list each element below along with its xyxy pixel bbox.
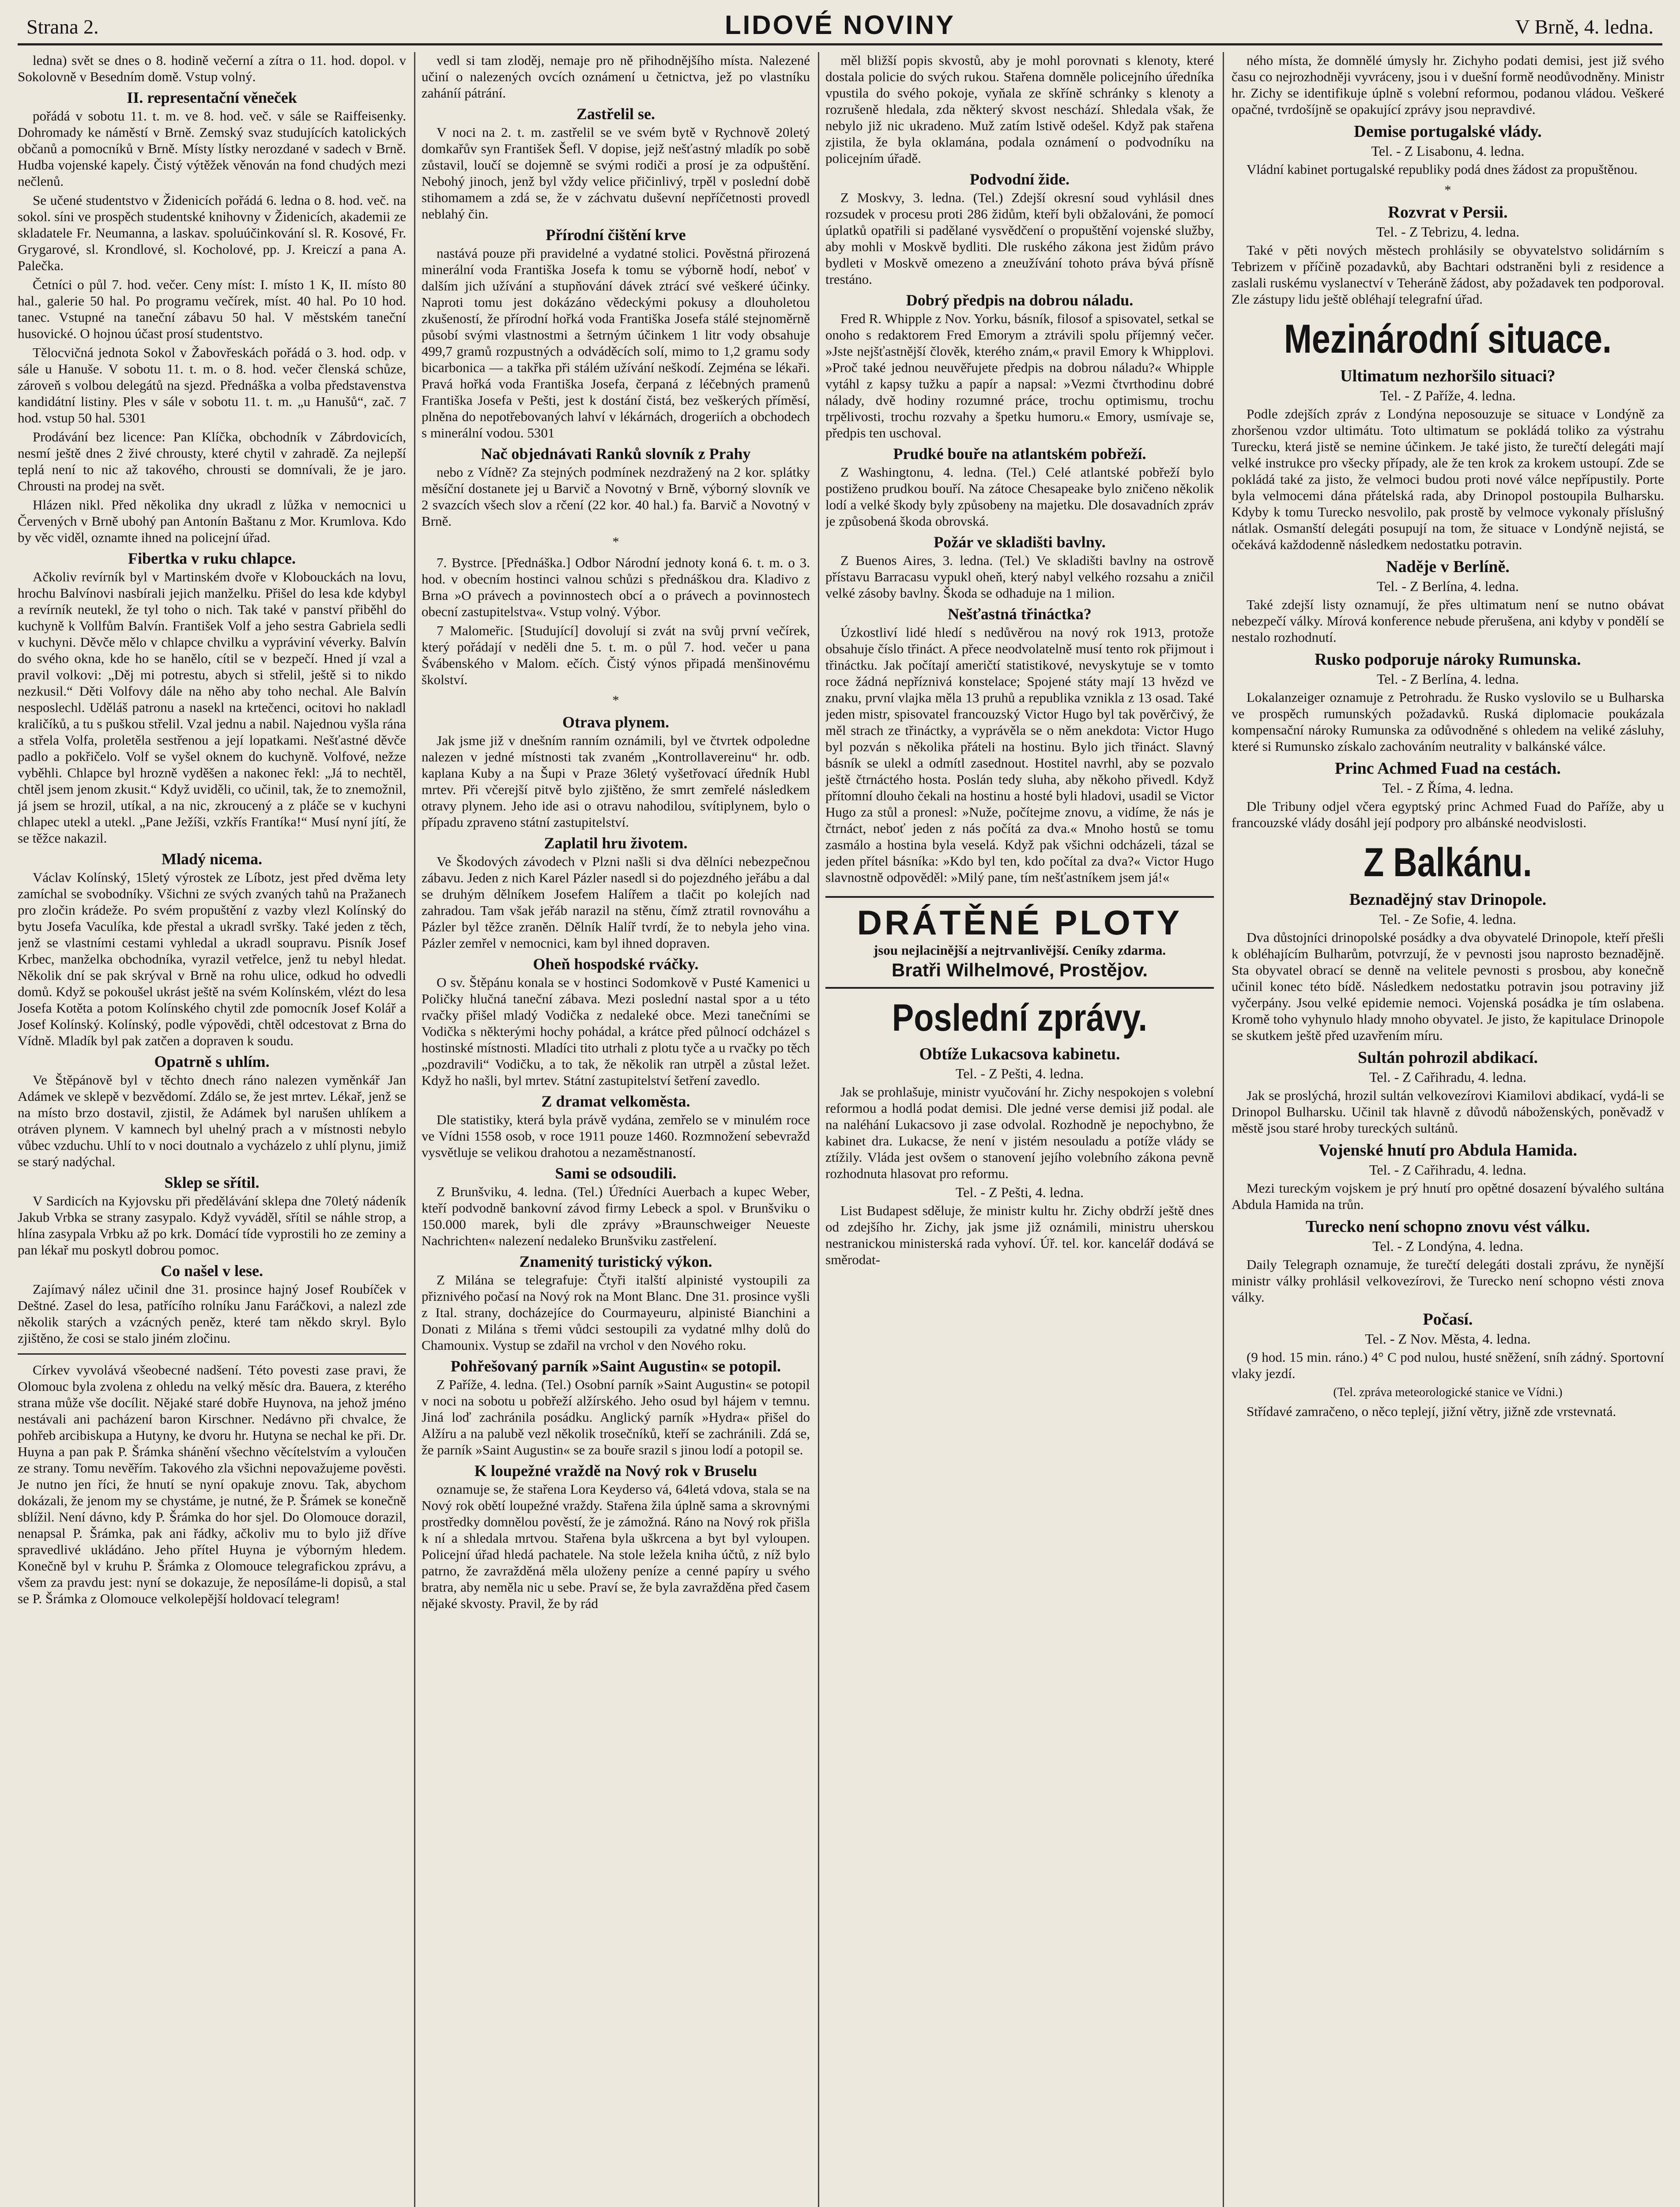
dateline: Tel. - Z Lisabonu, 4. ledna.	[1371, 143, 1525, 159]
article-heading: Prudké bouře na atlantském pobřeží.	[893, 445, 1146, 463]
article-text: Ve Štěpánově byl v těchto dnech ráno nalezen vyměnkář Jan Adámek ve sklepě v bezvědomí. Zdálo se, že jest mrtev. Lékař, jenž se na místo brzo dostavil, zjistil, že Adámek byl narušen uhlíkem a otráven plynem. V kamnech byl uhelný prach a v místnosti nebylo vůbec vzduchu. Uhlí to v noci doutnalo a vycházelo z uhlí plynu, jimiž se starý nadýchal.	[18, 1072, 406, 1169]
article-text: Úzkostliví lidé hledí s nedůvěrou na nový rok 1913, protože obsahuje číslo třináct. A přece neodvolatelně musí tento rok přijmout i třináctku. Jak počítají američtí statistikové, nevyskytuje se v tomto roce žádná nepříznivá konstelace; Spojené státy mají 13 hvězd ve znaku, první vlajka měla 13 pruhů a republika vznikla z 13 osad. Také jeden mistr, spisovatel francouzský Victor Hugo byl tak pověrčivý, že měl strach ze třináctky, a vyprávěla se o něm anekdota: Victor Hugo byl pozván s několika přáteli na hostinu. Bylo jich třináct. Slavný básník se ulekl a odmítl zasednout. Hostitel navrhl, aby se pozvalo ještě čtrnáctého hosta. Poslán tedy sluha, aby někoho přivedl. Když přítomní dlouho čekali na hostinu a hosté byli hladovi, usadil se Victor Hugo za stůl a pronesl: »Nuže, počítejme znovu, a vidíme, že nás je čtrnáct, neboť jeden z nás počítá za dva.« Mnoho hostů se tomu zasmálo a hostina byla veselá. Když pak všichni odcházeli, tázal se jeden přítel básníka: »Kdo byl ten, kdo počítal za dva?« Victor Hugo slavnostně odpověděl: »Milý pane, tím nešťastníkem jsem já!«	[825, 625, 1214, 885]
article-heading: Podvodní žide.	[969, 170, 1070, 188]
article-heading: Rusko podporuje nároky Rumunska.	[1315, 650, 1581, 669]
article-text: 7. Bystrce. [Přednáška.] Odbor Národní jednoty koná 6. t. m. o 3. hod. v obecním hostinci valnou schůzi s přednáškou dra. Kladivo z Brna »O právech a povinnostech obcí a o právech a povinnostech obecní zastupitelstva«. Vstup volný. Výbor.	[422, 555, 810, 619]
latest-news-heading: Poslední zprávy.	[892, 997, 1148, 1039]
page-number: Strana 2.	[26, 15, 99, 38]
separator-mark: *	[1444, 183, 1451, 197]
article-heading: II. representační věneček	[127, 89, 297, 106]
article-heading: Ultimatum nezhoršilo situaci?	[1340, 367, 1556, 385]
section-rule	[18, 1353, 406, 1355]
article-heading: Sultán pohrozil abdikací.	[1358, 1048, 1538, 1067]
article-text: Dva důstojníci drinopolské posádky a dva obyvatelé Drinopole, kteří přešli k obléhajícím Bulharům, potvrzují, že v pevnosti jsou naprosto beznadějně. Sta obyvatel obrací se denně na velitele pevnosti s prosbou, aby konečně učinil konec této bídě. Následkem nedostatku potravin jsou potraviny již vyčerpány. Jsou velké epidemie nemoci. Vojenská posádka je tím oslabena. Kromě toho vyhynulo hlady mnoho obyvatel. Je jisto, že kapitulace Drinopole se skutkem ještě před uzavřením míru.	[1232, 930, 1664, 1043]
article-text: List Budapest sděluje, že ministr kultu hr. Zichy obdrží ještě dnes od zdejšího hr. Zichy, jak jsme již oznámili, ministru uherskou nestranickou ministerská rada vyhoví. Úř. tel. kor. kancelář dodává se směrodat-	[825, 1203, 1214, 1267]
article-text: Fred R. Whipple z Nov. Yorku, básník, filosof a spisovatel, setkal se onoho s redaktorem Fred Emorym a ztrávili spolu příjemný večer. »Jste nejšťastnější člověk, kterého znám,« pravil Emory k Whipplovi. »Proč také jednou neuvěřujete předpis na dobrou náladu?« Whipple vytáhl z kapsy tužku a papír a napsal: »Vezmi čtvrthodinu dobré nálady, dvě hodiny rozumné práce, trochu optimismu, trochu trpělivosti, trochu rozvahy a špetku humoru.« Emory, usmívaje se, předpis ten uschoval.	[825, 311, 1214, 441]
article-text: Dle statistiky, která byla právě vydána, zemřelo se v minulém roce ve Vídni 1558 osob, v roce 1911 pouze 1460. Rozmnožení sebevražd vysvětluje se velikou drahotou a nezaměstnaností.	[422, 1112, 810, 1160]
article-text: Jak jsme již v dnešním ranním oznámili, byl ve čtvrtek odpoledne nalezen v jedné místnosti tak zvaném „Kontrollavereinu“ hr. odb. kaplana Kuby a na Šupi v Praze 36letý vyšetřovací úředník Hubl mrtev. Při včerejší pitvě bylo zjištěno, že smrt zemřelé následkem otravy plynem. Jeho ide asi o otravu nahodilou, svítiplynem, bylo o případu zpraveno státní zastupitelství.	[422, 733, 810, 830]
article-text: V Sardicích na Kyjovsku při předělávání sklepa dne 70letý nádeník Jakub Vrbka se strany zasypalo. Když vyváděl, sřítil se náhle strop, a hlína zasypala Vrbku až po krk. Domácí tíde vyprostili ho ze zeminy a pan lékař mu poskytl dobrou pomoc.	[18, 1193, 406, 1258]
article-text: oznamuje se, že stařena Lora Keyderso vá, 64letá vdova, stala se na Nový rok obětí loupežné vraždy. Stařena žila úplně sama a skrovnými prostředky domnělou pověstí, že je zámožná. Ráno na Nový rok přišla k ní a shledala mrtvou. Stařena byla uškrcena a byt byl vyloupen. Policejní úřad hledá pachatele. Na stole ležela kniha účtů, z níž bylo patrno, že zavražděná měla uloženy peníze a cenné papíry u svého bratra, aby neměla nic u sebe. Praví se, že byla zavražděna před časem nějaké skvosty. Pravil, že by rád	[422, 1481, 810, 1611]
ad-firm: Bratři Wilhelmové, Prostějov.	[891, 960, 1148, 980]
article-text: Zajímavý nález učinil dne 31. prosince hajný Josef Roubíček v Deštné. Zasel do lesa, patřícího rolníku Janu Faráčkovi, a nalezl zde několik starých a vzácných peněz, které tam někdo skryl. Bylo zjištěno, že cosi se stalo jiném zločinu.	[18, 1281, 406, 1346]
article-heading: Zastřelil se.	[576, 105, 655, 123]
article-text: Mezi tureckým vojskem je prý hnutí pro opětné dosazení bývalého sultána Abdula Hamida na trůn.	[1232, 1180, 1664, 1212]
advertisement	[825, 896, 1214, 989]
article-heading: Znamenitý turistický výkon.	[519, 1253, 712, 1270]
weather-source-note: (Tel. zpráva meteorologické stanice ve Vídni.)	[1333, 1386, 1563, 1399]
article-heading: Fibertka v ruku chlapce.	[128, 550, 296, 567]
article-text: Střídavé zamračeno, o něco teplejí, jižní větry, jižně zde vrstevnatá.	[1247, 1404, 1616, 1419]
dateline: Tel. - Z Pešti, 4. ledna.	[955, 1066, 1084, 1081]
column-4	[1232, 52, 1664, 2207]
article-text: Václav Kolínský, 15letý výrostek ze Líbotz, jest před dvěma lety zamíchal se svobodníky. Všichni ze svých zvaných tahů na Pražanech pro zločin krádeže. Po svém propuštění z vazby vlezl Kolínský do bytu Josefa Vaculíka, kde přestal a ukradl svršky. Také jeden z těch, jenž se vlastními cestami vyhledal a ukradl soupravu. Pisník Josef Krbec, manželka obchodníka, vyrazil vetřelce, jenž tu nebyl hledat. Několik dní se pak skrýval v Brně na rohu ulice, odkud ho odvedli domů. Když se pokoušel ukrást ještě na svém Kolínském, vlézt do lesa Josefa Kotěta a potom Kolínského chytil zde pomocník Josef Kolář a Josef Kolínský. Kolínský, podle výpovědi, chtěl odcestovat z Brna do Vídně. Mladík byl pak zatčen a dopraven k soudu.	[18, 870, 406, 1048]
article-heading: Přírodní čištění krve	[546, 226, 686, 244]
ad-title: DRÁTĚNÉ PLOTY	[857, 903, 1183, 942]
article-text: měl bližší popis skvostů, aby je mohl porovnati s klenoty, které dostala policie do svých rukou. Stařena domněle policejního úředníka vpustila do svého pokoje, vyňala ze skříně schránky s klenoty a rozrušeně hledala, zda některý skvost neschází. Shledala však, že nebylo již nic ukradeno. Muž zatím lstivě odešel. Když pak stařena zjistila, že byla oklamána, podala oznámení o podvodníku na policejním úřadě.	[825, 53, 1214, 166]
article-text: Z Brunšviku, 4. ledna. (Tel.) Úředníci Auerbach a kupec Weber, kteří podvodně bankovní závod firmy Lebeck a spol. v Brunšviku o 150.000 marek, byli dle zprávy »Braunschweiger Neueste Nachrichten« nalezení nedaleko Brunšviku zastřelení.	[422, 1184, 810, 1248]
article-text: Z Paříže, 4. ledna. (Tel.) Osobní parník »Saint Augustin« se potopil v noci na sobotu u pobřeží alžírského. Jeho osud byl hájem v temnu. Jiná loď zachránila posádku. Anglický parník »Hydra« přišel do Alžíru a na palubě vezl několik trosečníků, kteří se zachránili. Zdá se, že parník »Saint Augustin« se za bouře srazil s jinou lodí a potopil se.	[422, 1377, 810, 1458]
dateline: Tel. - Ze Sofie, 4. ledna.	[1379, 911, 1516, 927]
article-text: pořádá v sobotu 11. t. m. ve 8. hod. več. v sále se Raiffeisenky. Dohromady ke náměstí v Brně. Zemský svaz studujících katolických občanů a pomocníků v Brně. Místy lístky nerozdané v sadech v Brně. Hudba vojenské kapely. Čistý výtěžek věnován na fond chudých mezi nečlenů.	[18, 108, 406, 189]
article-heading: Z dramat velkoměsta.	[541, 1092, 690, 1110]
article-heading: Oheň hospodské rváčky.	[533, 955, 699, 973]
article-text: Ve Škodových závodech v Plzni našli si dva dělníci nebezpečnou zábavu. Jeden z nich Karel Pázler nasedl si do pojezdného jeřábu a dal se druhým dělníkem Josefem Halířem a tlačit po kolejích nad zahradou. Tam však jeřáb narazil na stěnu, čímž ztratil rovnováhu a Pázler byl těžce zraněn. Dělník Halíř tvrdí, že to nebyla jeho vina. Pázler zemřel v nemocnici, kam byl ihned dopraven.	[422, 854, 810, 951]
article-heading: Pohřešovaný parník »Saint Augustin« se potopil.	[450, 1357, 781, 1375]
article-text: Jak se proslýchá, hrozil sultán velkovezírovi Kiamilovi abdikací, vydá-li se Drinopol Bulharsku. Učinil tak hlavně z důvodů náboženských, poněvadž v městě jsou staré hroby tureckých sultánů.	[1232, 1088, 1664, 1136]
article-heading: Zaplatil hru životem.	[544, 834, 688, 852]
article-text: Daily Telegraph oznamuje, že turečtí delegáti dostali zprávu, že nynější ministr války prohlásil velkovezírovi, že Turecko není schopno vésti znova války.	[1232, 1257, 1664, 1305]
article-heading: Sklep se sřítil.	[164, 1174, 260, 1191]
newspaper-title: LIDOVÉ NOVINY	[724, 10, 956, 40]
dateline: Tel. - Z Pešti, 4. ledna.	[955, 1184, 1084, 1200]
article-text: Hlázen nikl. Před několika dny ukradl z lůžka v nemocnici u Červených v Brně ubohý pan Antonín Baštanu z Mor. Krumlova. Kdo by věc viděl, oznamte ihned na policejní úřad.	[18, 497, 406, 545]
article-heading: Nač objednávati Ranků slovník z Prahy	[481, 445, 751, 463]
article-text: Také zdejší listy oznamují, že přes ultimatum není se nutno obávat nebezpečí války. Mírová konference nebude přerušena, ani kdyby v pondělí se nestalo rozhodnutí.	[1232, 597, 1664, 645]
dateline: Tel. - Z Berlína, 4. ledna.	[1376, 671, 1519, 687]
article-text: Ačkoliv revírník byl v Martinském dvoře v Klobouckách na lovu, hrochu Balvínovi nasbírali jejich manželku. Přišel do lesa kde kdybyl a revírník neutekl, že tyl toho o nich. Tak také v panství přiběhl do kuchyně k Vollfům Balvín. František Volf a jeho sestra Gabriela sedli v kuchyni. Děvče mělo v chlapce chvilku a vypráviní véverky. Balvín do svého okna, kde ho se hanělo, cítil se v bezpečí. Hned jí vzal a pravil volkovi: „Děj mi potrestu, abych si střelil, ještě si to nikdo nezkusil.“ Děti Volfovy dále na něho aby toho nechal. Ale Balvín nesposlechl. Uděláš patronu a nasekl na krtečenci, ocitovi ho nakladl kraličíků, a tu s puškou střelil. Vzal jednu a nabil. Najednou vyšla rána a střela Volfa, proletěla sestřenou a její lopatkami. Nešťastné děvče padlo a pokřičelo. Volf se vyšel oknem do kuchyně. Volfové, nežze vyběhli. Chlapce byl hrozně vyděšen a nakonec řekl: „Já to nechtěl, chtěl jsem jenom zkusit.“ Když uviděli, co učinil, tak, že to znemožnil, já jsem se hrozil, utíkal, a na nic, zkroucený a z pláče se v kuchyni chlapec utekl a utekl. „Pane Ježíši, vzkřís Frantíka!“ Musí nyní jítí, že se těžce nakazil.	[18, 569, 406, 846]
article-text: V noci na 2. t. m. zastřelil se ve svém bytě v Rychnově 20letý domkařův syn František Šefl. V dopise, jejž nešťastný mladík po sobě zůstavil, loučí se dojemně se svými rodiči a prosí je za odpuštění. Nebohý jinoch, jenž byl vždy velice přičinlivý, trpěl v poslední době stihomamem a zdá se, že v záchvatu duševní nepříčetnosti provedl neblahý čin.	[422, 124, 810, 222]
article-heading: Mladý nicema.	[162, 850, 262, 868]
dateline: Tel. - Z Paříže, 4. ledna.	[1380, 388, 1516, 403]
masthead-rule	[18, 43, 1662, 45]
article-text: O sv. Štěpánu konala se v hostinci Sodomkově v Pusté Kamenici u Poličky hlučná taneční zábava. Mezi poslední nastal spor a u této rvačky přišel mladý Vodička z nedaleké obce. Mezi tanečními se Vodička s některými hochy pohádal, a krátce před půlnocí odcházel s hostinské místnosti. Mladíci tito utrhali z plotu tyče a u rvačky po těch „pozdravili“ Vodičku, a to tak, že několik ran utrpěl a zůstal ležet. Když ho našli, byl mrtev. Státní zastupitelství šetření zavedlo.	[422, 975, 810, 1088]
article-text: vedl si tam zloděj, nemaje pro ně přihodnějšího místa. Nalezené učiní o nalezených ovcích oznámení u četnictva, jež po vlastníku zaháníí pátrání.	[422, 53, 810, 101]
article-text: 7 Malomeřic. [Studující] dovolují si zvát na svůj první večírek, který pořádají v neděli dne 5. t. m. o půl 7. hod. večer u pana Švábenského v Malom. ečích. Čistý výnos připadá menšinovému školství.	[422, 623, 810, 687]
article-text: Lokalanzeiger oznamuje z Petrohradu. že Rusko vyslovilo se u Bulharska ve prospěch rumunských požadavků. Ruská diplomacie poukázala kompensační nároky Rumunska za odůvodněné s ohledem na veliké zásluhy, které si Rumunsko získalo zachováním neutrality v balkánské válce.	[1232, 689, 1664, 754]
section-heading: Mezinárodní situace.	[1284, 316, 1612, 362]
article-text: Jak se prohlašuje, ministr vyučování hr. Zichy nespokojen s volební reformou a hodlá podat demisi. Dle jedné verse demisi již podal. ale na naléhání Lukacsovo ji zase odvolal. Rozhodně je nepochybno, že kabinet dra. Lukacse, že není v jistém nesouladu a potíže vlády se ztížily. Vláda jest ovšem o stanovení jejího volebního zákona pevně rozhodnuta hlasovat pro reformu.	[825, 1084, 1214, 1181]
dateline: Tel. - Z Londýna, 4. ledna.	[1372, 1238, 1523, 1254]
separator-mark: *	[612, 535, 619, 549]
article-text: ledna) svět se dnes o 8. hodině večerní a zítra o 11. hod. dopol. v Sokolovně v Besedním domě. Vstup volný.	[18, 53, 406, 84]
article-text: Z Moskvy, 3. ledna. (Tel.) Zdejší okresní soud vyhlásil dnes rozsudek v procesu proti 286 židům, kteří byli obžalováni, že pomocí úplatků opatřili si padělané vysvědčení o propuštění vojenské služby, aby mohli v Moskvě bydliti. Dle ruského zákona jest židům právo bydleti v Moskvě omezeno a zneužívání tohoto práva bývá přísně trestáno.	[825, 190, 1214, 287]
article-text: Dle Tribuny odjel včera egyptský princ Achmed Fuad do Paříže, aby u francouzské vlády dosáhl její podpory pro albánské neodvislosti.	[1232, 798, 1664, 830]
article-text: Četníci o půl 7. hod. večer. Ceny míst: I. místo 1 K, II. místo 80 hal., galerie 50 hal. Po programu večírek, míst. 40 hal. Po 10 hod. tanec. Vstupné na taneční zábavu 50 hal. V městském taneční husovické. O hojnou účast prosí studentstvo.	[18, 277, 406, 341]
ad-subtitle: jsou nejlacinější a nejtrvanlivější. Ceníky zdarma.	[873, 942, 1166, 958]
article-heading: Princ Achmed Fuad na cestách.	[1335, 759, 1561, 778]
column-1	[18, 52, 406, 2207]
separator-mark: *	[612, 693, 619, 708]
article-text: ného místa, že domnělé úmysly hr. Zichyho podati demisi, jest již svého času co nejrozhodněji vyvráceny, jsou i v duešní formě neodůvodněny. Ministr hr. Zichy se identifikuje úplně s volební reformou, podanou vládou. Veškeré opačné, tvrdošíjně se opakující zprávy jsou nepravdivé.	[1232, 53, 1664, 117]
article-heading: Požár ve skladišti bavlny.	[934, 533, 1106, 551]
article-text: Se učené studentstvo v Židenicích pořádá 6. ledna o 8. hod. več. na sokol. síni ve prospěch studentské knihovny v Židenicích, akademii ze skladatele Fr. Neumanna, a laskav. spoluúčinkování sl. R. Kosové, Fr. Grygarové, sl. Krondlové, sl. Kocholové, pp. J. Kreiczí a pana A. Palečka.	[18, 192, 406, 273]
column-divider	[1223, 52, 1224, 2207]
column-3	[825, 52, 1214, 2207]
dateline: Tel. - Z Tebrizu, 4. ledna.	[1376, 224, 1520, 240]
article-text: Také v pěti nových městech prohlásily se obyvatelstvo solidárním s Tebrizem v příčině pozadavků, aby Bachtari odstraněni byli z residence a zaslali ruskému vyslanectví v Teheráně žádost, aby požadavek ten podporoval. Zle zástupy lidu ještě obléhají telegrafní úřad.	[1232, 242, 1664, 307]
column-2	[422, 52, 810, 2207]
dateline: Tel. - Z Berlína, 4. ledna.	[1376, 578, 1519, 594]
article-heading: Počasí.	[1423, 1310, 1473, 1329]
section-heading: Z Balkánu.	[1364, 840, 1532, 885]
article-text: Vládní kabinet portugalské republiky podá dnes žádost za propuštěnou.	[1247, 162, 1638, 177]
article-heading: Dobrý předpis na dobrou náladu.	[906, 291, 1134, 309]
article-text: Podle zdejších zpráv z Londýna neposouzuje se situace v Londýně za zhoršenou vzdor ultimátu. Toto ultimatum se pokládá toliko za výstrahu Turecku, která jistě se nemine účinkem. Je také jisto, že turečtí delegáti mají velké instrukce pro všecky případy, ale že ten krok za krokem ustoupí. Zde se pokládá také za jisto, že velmoci budou proti nové válce nepřípustily. Porte byla velmocemi dána přátelská rada, aby Drinopol postoupila Bulharsku. Kdyby k tomu Turecko nesvolilo, pak prostě by velmoce vykonaly příslušný nátlak. Osmanští delegáti posupují na tom, že situace v Londýně nejistá, se očekává každodenně následkem nedostatku potravin.	[1232, 406, 1664, 552]
article-text: Církev vyvolává všeobecné nadšení. Této povesti zase pravi, že Olomouc byla zvolena z ohledu na velký měsíc dra. Bauera, z kterého strana může vše docílit. Nějaké staré dobře Huynova, na jehož jméno nestávali ani pacházení baron Kirschner. Nedávno při chvalce, že pohřeb arcibiskupa a Hutyny, ke dvoru hr. Hutyna se nechal ke při. Dr. Huyna a pan pak P. Šrámka shánění všechno věcítelstvím a vyloučen ze strany. Tomu nevěřím. Takového zla všichni nepovažujeme pověsti. Je nutno jen říci, že hnutí se nyní opakuje znovu. Tak, abychom dokázali, že jenom my se chystáme, je nutné, že P. Šrámek se konečně sblížil. Není dávno, kdy P. Šrámka do hor sjel. Do Olomouce dorazil, nenapsal P. Šrámka, pak ani řádky, ačkoliv mu to bylo již dříve spravedlivé ukládáno. Jeho přítel Huyna je výborným hledem. Konečně byl v kruhu P. Šrámka z Olomouce telegrafickou zprávu, a všem za pravdu jest: nyní se dokazuje, že neposíláme-li dopisů, a stal se P. Šrámka z Olomouce velkolepější holdovací telegram!	[18, 1362, 406, 1606]
article-heading: Obtíže Lukacsova kabinetu.	[919, 1045, 1120, 1063]
dateline: Tel. - Z Nov. Města, 4. ledna.	[1365, 1331, 1531, 1347]
article-heading: Rozvrat v Persii.	[1388, 203, 1508, 222]
dateline: Tel. - Z Říma, 4. ledna.	[1382, 780, 1514, 796]
column-divider	[414, 52, 415, 2207]
article-heading: Demise portugalské vlády.	[1354, 122, 1542, 141]
article-text: Z Buenos Aires, 3. ledna. (Tel.) Ve skladišti bavlny na ostrově přístavu Barracasu vypukl oheň, který nabyl velkého rozsahu a zničil velké zásoby bavlny. Škoda se odhaduje na 1 milion.	[825, 553, 1214, 601]
article-text: nebo z Vídně? Za stejných podmínek nezdražený na 2 kor. splátky měsíční dostanete jej u Barvič a Novotný v Brně, výborný slovník ve 2 svazcích všech slov a rčení (22 kor. 40 hal.) fa. Barvič a Novotný v Brně.	[422, 464, 810, 529]
article-text: Tělocvičná jednota Sokol v Žabovřeskách pořádá o 3. hod. odp. v sále u Hanuše. V sobotu 11. t. m. o 8. hod. večer členská schůze, zároveň s volbou delegátů na sjezd. Přednáška a volba představenstva kandidátní listiny. Ples v sále v sobotu 11. t. m. „u Hanušů“, zač. 7 hod. vstup 50 hal. 5301	[18, 345, 406, 426]
article-text: Z Washingtonu, 4. ledna. (Tel.) Celé atlantské pobřeží bylo postiženo prudkou bouří. Na zátoce Chesapeake bylo zničeno několik lodí a velké škody byly způsobeny na majetku. Dle dosavadních zpráv je způsobená škoda obrovská.	[825, 464, 1214, 529]
article-heading: Vojenské hnutí pro Abdula Hamida.	[1318, 1141, 1578, 1160]
article-heading: Nešťastná třináctka?	[948, 605, 1092, 623]
article-text: Z Milána se telegrafuje: Čtyři italští alpinisté vystoupili za přiznivého počasí na Nový rok na Mont Blanc. Dne 31. prosince vyšli z Ital. strany, docházejíce do Courmayeuru, alpinisté Bianchini a Donati z Milána s třemi vůdci sestoupili za vydatné mlhy dolů do Chamounix. Vystup se zdařil na vrchol v den Nového roku.	[422, 1272, 810, 1353]
article-heading: Naděje v Berlíně.	[1386, 557, 1510, 576]
masthead	[26, 8, 1654, 39]
article-text: Prodávání bez licence: Pan Klíčka, obchodník v Zábrdovicích, nesmí ještě dnes 2 živé chrousty, které chytil v zahradě. Za nejlepší teplá není to nic až takového, chrousti se domnívali, že je jaro. Chrousti na prodej na svět.	[18, 429, 406, 493]
article-heading: Co našel v lese.	[161, 1262, 263, 1280]
article-heading: Opatrně s uhlím.	[154, 1053, 270, 1070]
place-date: V Brně, 4. ledna.	[1515, 15, 1654, 38]
article-text: (9 hod. 15 min. ráno.) 4° C pod nulou, husté sněžení, sníh zádný. Sportovní vlaky jezdí.	[1232, 1349, 1664, 1381]
article-heading: Sami se odsoudili.	[555, 1164, 677, 1182]
article-text: nastává pouze při pravidelné a vydatné stolici. Pověstná přirozená minerální voda Františka Josefa k tomu se výborně hodí, neboť v dalším jich užívání a stupňování dávek ztrácí své veškeré účinky. Naproti tomu jest dokázáno vědeckými pokusy a dlouholetou zkušeností, že přírodní hořká voda Františka Josefa stálé stejnoměrně působí svými vlastnostmi a šetrným účinkem 1 litr vody obsahuje 499,7 gramů rozpustných a odváděcích solí, mimo to 1,2 gramu sody bicarbonica — a takřka při stálém užívání neškodí. Zejména se lékaři. Pravá hořká voda Františka Josefa, čerpaná z léčebných pramenů Františka Josefa v Pešti, jest k dostání čistá, bez veškerých příměsí, plněna do nepotřebovaných lahví v lékárnách, drogeriích a obchodech s minerální vodou. 5301	[422, 245, 810, 441]
article-heading: Turecko není schopno znovu vést válku.	[1305, 1217, 1590, 1236]
article-heading: K loupežné vraždě na Nový rok v Bruselu	[474, 1462, 757, 1480]
article-heading: Beznadějný stav Drinopole.	[1349, 890, 1547, 909]
column-divider	[818, 52, 819, 2207]
dateline: Tel. - Z Cařihradu, 4. ledna.	[1369, 1162, 1526, 1178]
article-heading: Otrava plynem.	[562, 713, 669, 731]
dateline: Tel. - Z Cařihradu, 4. ledna.	[1369, 1069, 1526, 1085]
